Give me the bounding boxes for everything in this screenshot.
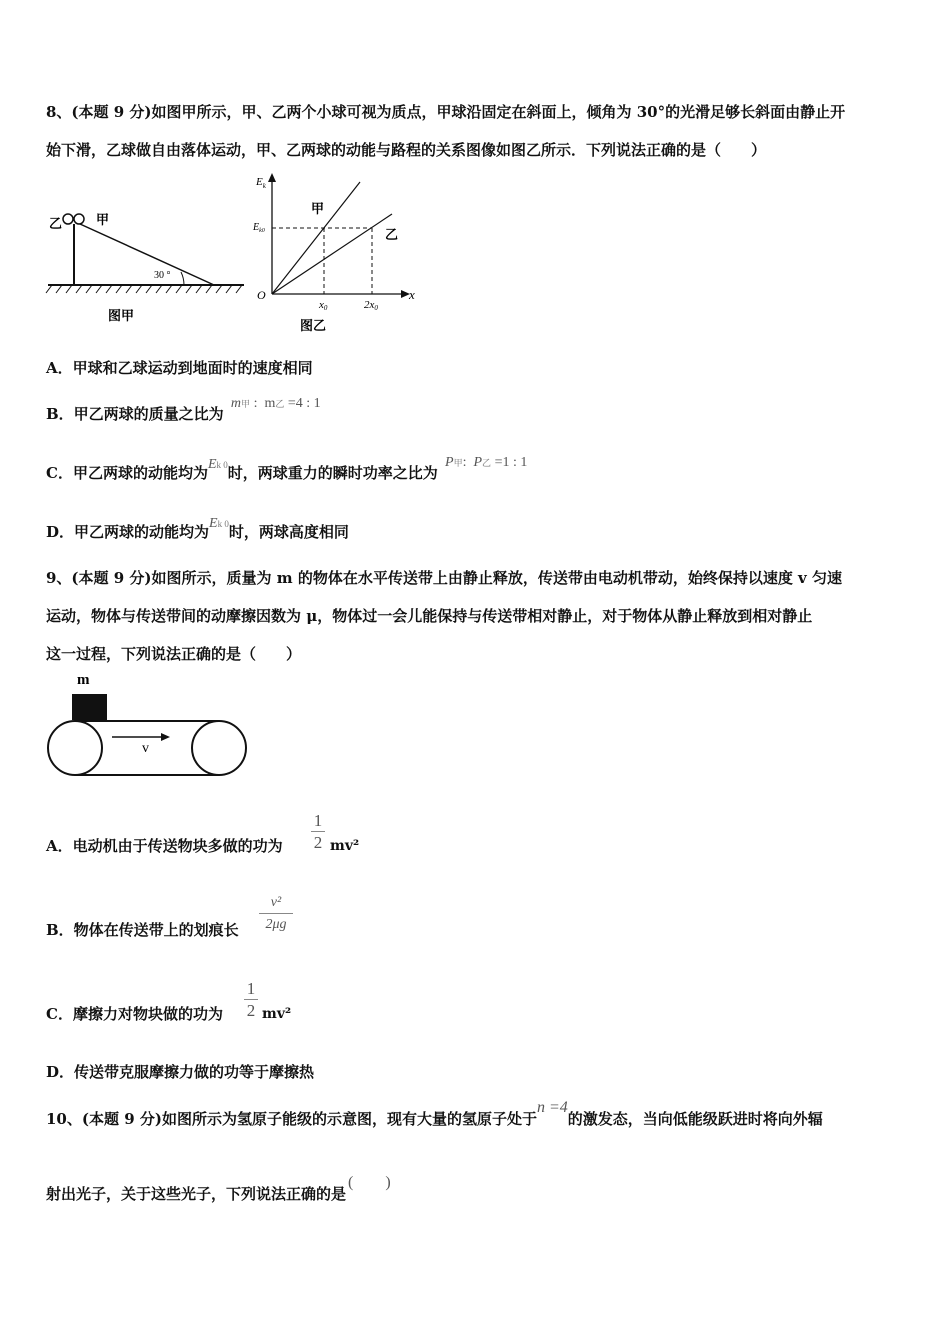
q8-figure-yi — [250, 170, 425, 338]
axis-x-label: x — [409, 287, 415, 302]
q9-option-b-text: B．物体在传送带上的划痕长 — [46, 921, 239, 939]
q9-option-a-text: A．电动机由于传送物块多做的功为 — [46, 837, 283, 855]
caption-yi: 图乙 — [300, 318, 327, 333]
q9-stem-line2: 运动，物体与传送带间的动摩擦因数为 μ，物体过一会儿能保持与传送带相对静止，对于物体从静止释放到相对静止 — [46, 607, 813, 625]
line-yi-label: 乙 — [385, 227, 399, 242]
q8-figure-jia — [44, 200, 249, 330]
q9-option-b-fraction: $\frac{\text{v²}}{2\mu g}$ — [259, 893, 293, 936]
q9-conveyor-figure — [44, 668, 254, 783]
block — [72, 694, 107, 720]
origin-label: O — [257, 288, 266, 302]
angle-label: 30 ° — [154, 270, 171, 281]
q8-option-d-text2: 时，两球高度相同 — [228, 523, 349, 541]
q10-stem-line1-b: 的激发态，当向低能级跃进时将向外辐 — [567, 1110, 823, 1128]
q8-stem-line1: 8、(本题 9 分)如图甲所示，甲、乙两个小球可视为质点，甲球沿固定在斜面上，倾角为 30°的光滑足够长斜面由静止开 — [46, 103, 846, 121]
velocity-label: v — [142, 741, 149, 756]
2x0-tick-label: 2x0 — [364, 299, 378, 312]
label-jia-ball: 甲 — [96, 212, 110, 227]
q8-option-b-text: B．甲乙两球的质量之比为 — [46, 405, 224, 423]
q8-stem-line2: 始下滑，乙球做自由落体运动，甲、乙两球的动能与路程的关系图像如图乙所示．下列说法正确的是（ ） — [46, 141, 767, 159]
ek0-label: $E_{k0}$ — [253, 222, 265, 234]
q9-option-c[interactable] — [46, 1004, 223, 1024]
q10-n-equals: n =4 — [536, 1099, 568, 1116]
q8-option-b[interactable] — [46, 396, 321, 426]
mass-label: m — [77, 672, 90, 688]
q8-option-d-ek: Ek 0 — [209, 516, 229, 531]
q8-option-a[interactable]: A．甲球和乙球运动到地面时的速度相同 — [46, 359, 313, 377]
q9-stem-line1: 9、(本题 9 分)如图所示，质量为 m 的物体在水平传送带上由静止释放，传送带由电动机带动，始终保持以速度 v 匀速 — [46, 569, 842, 587]
q8-option-b-formula: m甲 : m乙 =4 : 1 — [230, 396, 321, 411]
caption-jia: 图甲 — [108, 308, 135, 323]
q10-stem-line1-a: 10、(本题 9 分)如图所示为氢原子能级的示意图，现有大量的氢原子处于 — [46, 1110, 537, 1128]
q8-option-c[interactable] — [46, 455, 528, 485]
line-jia-label: 甲 — [311, 201, 325, 216]
q9-option-c-tail: mv² — [262, 1006, 292, 1022]
label-yi-ball: 乙 — [49, 216, 63, 231]
q9-option-c-text: C．摩擦力对物块做的功为 — [46, 1005, 223, 1023]
x0-tick-label: x0 — [319, 299, 328, 312]
q9-option-a[interactable] — [46, 836, 283, 856]
q8-option-c-text2: 时，两球重力的瞬时功率之比为 — [227, 464, 438, 482]
q9-option-c-fraction: $\frac{1}{2}$ — [244, 979, 258, 1022]
q10-stem-line1 — [46, 1099, 823, 1130]
q9-option-a-tail: mv² — [330, 838, 360, 854]
q9-option-d[interactable]: D．传送带克服摩擦力做的功等于摩擦热 — [46, 1063, 315, 1081]
q8-option-d[interactable] — [46, 516, 349, 544]
q8-option-c-formula: P甲: P乙 =1 : 1 — [445, 455, 528, 470]
q9-stem-line3: 这一过程，下列说法正确的是（ ） — [46, 645, 302, 663]
axis-ek-label: $E_k$ — [256, 176, 266, 190]
q8-option-c-ek: Ek 0 — [207, 457, 228, 472]
q8-option-c-text1: C．甲乙两球的动能均为 — [46, 464, 208, 482]
q10-answer-paren: ( ) — [348, 1174, 391, 1191]
q8-option-d-text1: D．甲乙两球的动能均为 — [46, 523, 210, 541]
q9-option-b[interactable] — [46, 920, 239, 940]
q9-option-a-fraction: $\frac{1}{2}$ — [311, 811, 325, 854]
q10-stem-line2-text: 射出光子，关于这些光子，下列说法正确的是 — [46, 1185, 347, 1203]
q10-stem-line2 — [46, 1174, 391, 1205]
